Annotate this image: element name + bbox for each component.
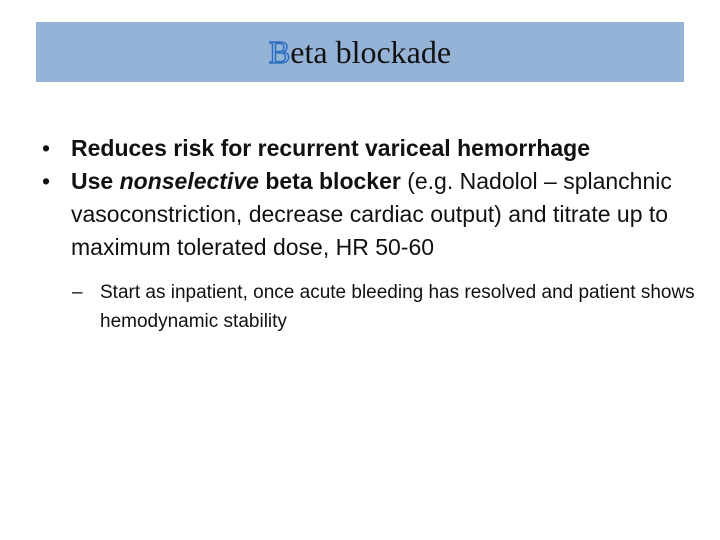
sub-bullet-marker: – — [72, 282, 83, 303]
sub-bullet-item-1 — [36, 278, 696, 336]
bullet-2-lead: Use — [71, 168, 120, 194]
sub-bullet-1-text: Start as inpatient, once acute bleeding has resolved and patient shows hemodynamic stability — [100, 282, 695, 332]
bullet-2-bold-tail: beta blocker — [258, 168, 401, 194]
bullet-marker: • — [42, 168, 51, 194]
title-text: eta blockade — [290, 33, 452, 70]
bullet-item-2 — [36, 165, 696, 264]
slide-body — [36, 132, 696, 336]
bullet-marker: • — [42, 135, 51, 161]
bullet-2-detail: (e.g. Nadolol – splanchnic vasoconstriction, decrease cardiac output) and titrate up to maximum tolerated dose, HR 50-60 — [71, 168, 672, 260]
title-initial-letter: B — [268, 33, 291, 70]
slide-title — [269, 34, 451, 71]
title-bar — [36, 22, 684, 82]
bullet-2-emphasis: nonselective — [119, 168, 259, 194]
bullet-1-text: Reduces risk for recurrent variceal hemorrhage — [71, 135, 591, 161]
bullet-item-1 — [36, 132, 696, 165]
